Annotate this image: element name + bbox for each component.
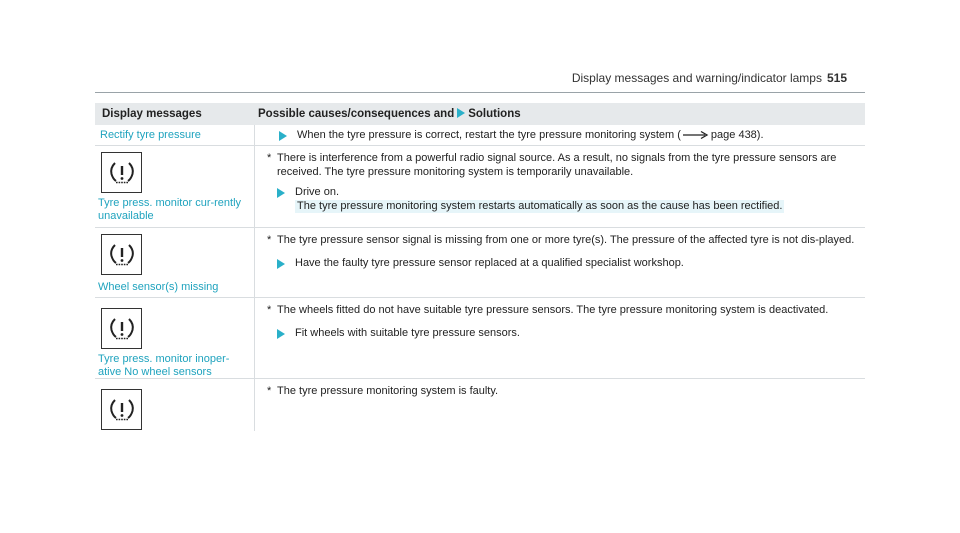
cause: The tyre pressure monitoring system is faulty.	[277, 385, 499, 397]
col-header-solutions	[255, 108, 865, 120]
step	[277, 186, 857, 213]
step	[277, 327, 857, 341]
step	[277, 257, 857, 271]
cause-text	[267, 234, 857, 248]
display-message: Tyre press. monitor inoper-ative No wheel sensors	[98, 353, 230, 378]
cause: The tyre pressure sensor signal is missing from one or more tyre(s). The pressure of the affected tyre is not dis-played.	[277, 234, 855, 246]
arrow-right-icon	[457, 108, 465, 118]
asterisk: *	[267, 385, 272, 397]
header-rule	[95, 92, 865, 93]
step-text: Fit wheels with suitable tyre pressure sensors.	[295, 326, 520, 339]
display-message: Wheel sensor(s) missing	[98, 281, 219, 293]
tyre-pressure-warning-icon	[101, 389, 142, 430]
display-message: Tyre press. monitor cur-rently unavailable	[98, 197, 242, 222]
table-row	[95, 298, 865, 379]
step-detail: The tyre pressure monitoring system restarts automatically as soon as the cause has been rectified.	[297, 199, 783, 212]
cause: The wheels fitted do not have suitable tyre pressure sensors. The tyre pressure monitoring system is deactivated.	[277, 304, 829, 316]
col-header-display-messages: Display messages	[102, 108, 202, 120]
page-number: 515	[826, 71, 847, 85]
tyre-pressure-warning-icon	[101, 152, 142, 193]
page-header	[572, 71, 847, 85]
message-cell	[95, 379, 255, 431]
solution-cell	[255, 146, 865, 227]
cause-text	[267, 385, 857, 399]
table-row	[95, 228, 865, 298]
display-message: Rectify tyre pressure	[100, 129, 201, 141]
message-cell	[95, 228, 255, 297]
tyre-pressure-warning-icon	[101, 308, 142, 349]
arrow-right-icon	[279, 131, 287, 141]
message-cell	[95, 146, 255, 227]
solution-cell	[255, 379, 865, 431]
step-text: Drive on.	[295, 186, 340, 198]
table-header	[95, 103, 865, 125]
message-cell	[95, 125, 255, 145]
cause-text	[267, 304, 857, 318]
page-reference-arrow-icon	[683, 130, 709, 140]
arrow-right-icon	[277, 188, 285, 198]
step-text	[297, 129, 764, 143]
table-row	[95, 379, 865, 431]
messages-table	[95, 103, 865, 431]
arrow-right-icon	[277, 329, 285, 339]
cause: There is interference from a powerful radio signal source. As a result, no signals from the tyre pressure sensors are received. The tyre pressure monitoring system is temporarily unavailable.	[277, 152, 837, 178]
solution-cell	[255, 228, 865, 297]
step-text: Have the faulty tyre pressure sensor replaced at a qualified specialist workshop.	[295, 256, 684, 269]
solution-cell	[255, 125, 865, 145]
arrow-right-icon	[277, 259, 285, 269]
asterisk: *	[267, 234, 272, 246]
page-header-title: Display messages and warning/indicator lamps	[571, 71, 822, 85]
asterisk: *	[267, 152, 272, 164]
step-content	[295, 186, 784, 213]
table-row	[95, 146, 865, 228]
asterisk: *	[267, 304, 272, 316]
tyre-pressure-warning-icon	[101, 234, 142, 275]
cause-text	[267, 152, 857, 179]
message-cell	[95, 298, 255, 378]
table-row	[95, 125, 865, 146]
step-text-main: When the tyre pressure is correct, restart the tyre pressure monitoring system (	[297, 129, 681, 141]
page-reference[interactable]: page 438).	[710, 129, 764, 141]
col-header-prefix: Possible causes/consequences and	[258, 108, 455, 120]
solution-cell	[255, 298, 865, 378]
step	[279, 129, 857, 143]
col-header-suffix: Solutions	[468, 108, 521, 120]
